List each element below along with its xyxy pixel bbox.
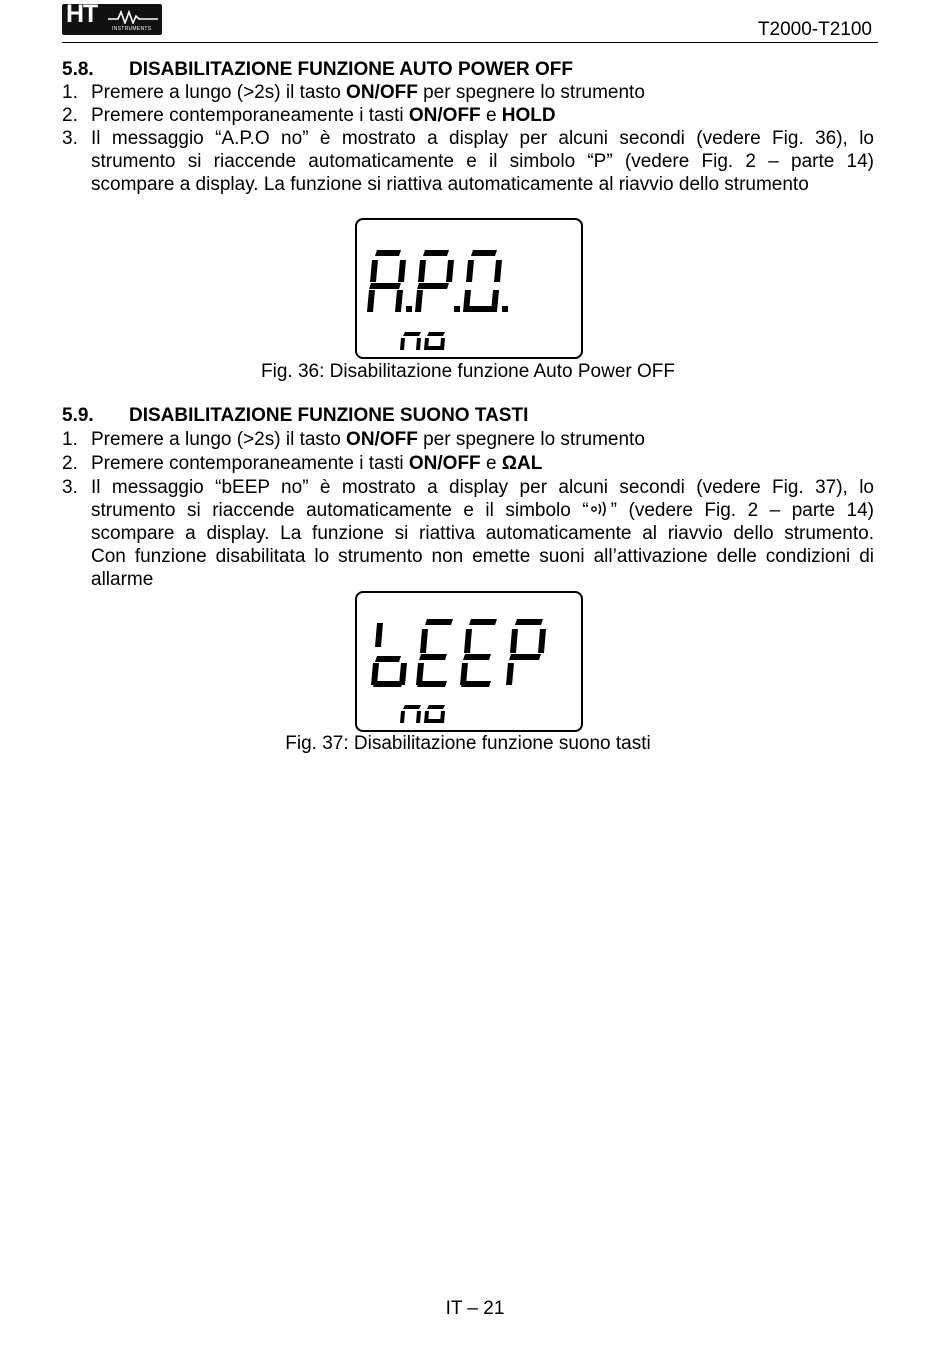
item-number: 2. bbox=[62, 453, 78, 474]
figure-caption: Fig. 37: Disabilitazione funzione suono tasti bbox=[285, 733, 651, 754]
key-name: HOLD bbox=[501, 105, 556, 126]
list-item bbox=[62, 104, 874, 127]
ht-instruments-logo bbox=[62, 0, 162, 35]
lcd-display-apo bbox=[355, 218, 583, 359]
logo-subtext: INSTRUMENTS bbox=[112, 26, 152, 32]
item-text-line: allarme bbox=[91, 569, 154, 590]
logo-text: HT bbox=[66, 0, 98, 28]
key-name: ON/OFF bbox=[408, 453, 481, 474]
waveform-icon bbox=[108, 10, 160, 24]
page-number: IT – 21 bbox=[445, 1298, 505, 1319]
item-text: Premere contemporaneamente i tasti bbox=[91, 453, 409, 474]
item-text: ” (vedere Fig. 2 – parte 14) bbox=[610, 500, 874, 521]
item-text: e bbox=[480, 105, 502, 126]
item-text: strumento si riaccende automaticamente e il simbolo “ bbox=[91, 500, 589, 521]
section-5-8-heading bbox=[62, 58, 573, 81]
item-text: Premere a lungo (>2s) il tasto bbox=[91, 82, 347, 103]
page-header bbox=[62, 0, 878, 43]
section-number: 5.8. bbox=[62, 59, 94, 80]
key-name: ΩAL bbox=[501, 453, 543, 474]
lcd-segments bbox=[357, 593, 581, 730]
section-title: DISABILITAZIONE FUNZIONE AUTO POWER OFF bbox=[129, 59, 574, 80]
item-text-line: Con funzione disabilitata lo strumento non emette suoni all’attivazione delle condizioni di bbox=[91, 546, 874, 567]
item-text: per spegnere lo strumento bbox=[417, 429, 645, 450]
item-text: e bbox=[480, 453, 502, 474]
item-text-line: Il messaggio “A.P.O no” è mostrato a display per alcuni secondi (vedere Fig. 36), lo bbox=[91, 128, 874, 149]
list-item bbox=[62, 452, 874, 475]
item-number: 2. bbox=[62, 105, 78, 126]
item-text: per spegnere lo strumento bbox=[417, 82, 645, 103]
list-item bbox=[62, 428, 874, 451]
item-text-line: scompare a display. La funzione si riattiva automaticamente al riavvio dello strumento. bbox=[91, 523, 874, 544]
lcd-segments bbox=[357, 220, 581, 357]
item-number: 3. bbox=[62, 477, 78, 498]
list-item bbox=[62, 81, 874, 104]
list-item bbox=[62, 127, 874, 196]
section-5-9-heading bbox=[62, 404, 528, 427]
item-number: 1. bbox=[62, 82, 78, 103]
figure-caption: Fig. 36: Disabilitazione funzione Auto Power OFF bbox=[261, 361, 675, 382]
section-number: 5.9. bbox=[62, 405, 94, 426]
key-name: ON/OFF bbox=[408, 105, 481, 126]
item-text: Premere contemporaneamente i tasti bbox=[91, 105, 409, 126]
item-text: Premere a lungo (>2s) il tasto bbox=[91, 429, 347, 450]
item-number: 3. bbox=[62, 128, 78, 149]
item-text-line: strumento si riaccende automaticamente e il simbolo “P” (vedere Fig. 2 – parte 14) bbox=[91, 151, 874, 172]
item-text-line: scompare a display. La funzione si riattiva automaticamente al riavvio dello strumento bbox=[91, 174, 809, 195]
buzzer-icon bbox=[589, 500, 611, 518]
key-name: ON/OFF bbox=[346, 82, 418, 103]
lcd-display-beep bbox=[355, 591, 583, 732]
key-name: ON/OFF bbox=[346, 429, 418, 450]
list-item bbox=[62, 476, 874, 591]
item-number: 1. bbox=[62, 429, 78, 450]
item-text-line: Il messaggio “bEEP no” è mostrato a display per alcuni secondi (vedere Fig. 37), lo bbox=[91, 477, 874, 498]
item-text-line bbox=[91, 499, 874, 522]
section-title: DISABILITAZIONE FUNZIONE SUONO TASTI bbox=[129, 405, 529, 426]
model-label: T2000-T2100 bbox=[757, 19, 872, 40]
